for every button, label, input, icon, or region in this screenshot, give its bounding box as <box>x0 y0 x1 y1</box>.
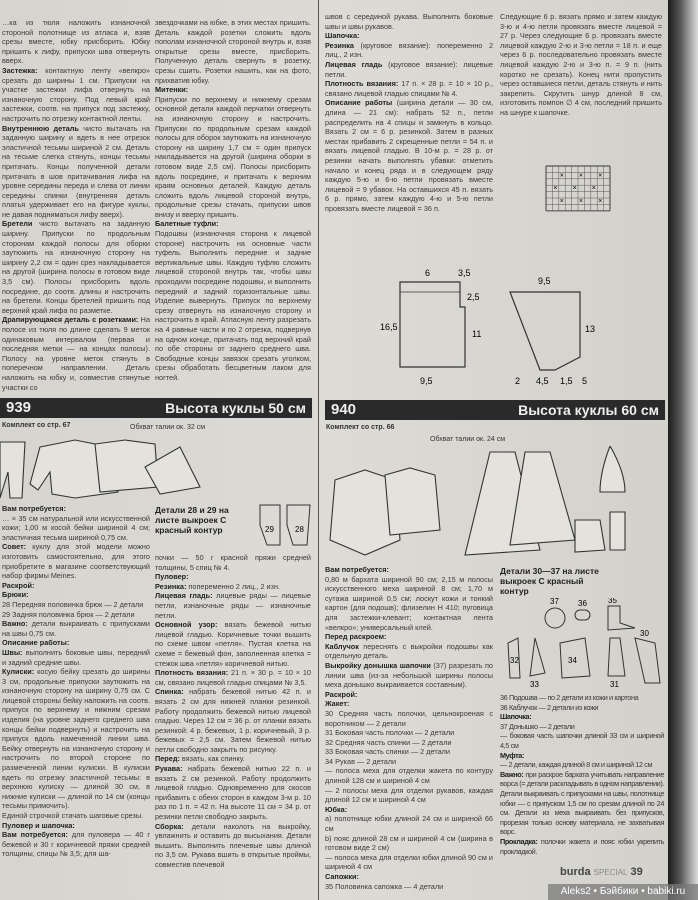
stitch-mark: × <box>559 172 564 180</box>
top-col-2 <box>155 18 311 383</box>
paragraph-text: … × 35 см натуральной или искусственной кожи; 1,00 м косой бейки шириной 4 см; эластичная тесьма шириной 0,75 см. <box>2 513 150 542</box>
paragraph <box>500 703 664 713</box>
paragraph <box>2 514 150 543</box>
paragraph <box>155 95 311 220</box>
paragraph <box>325 632 493 642</box>
paragraph-text: 0,80 м бархата шириной 90 см; 2,15 м полосы искусственного меха шириной 8 см; 1,70 м сутажа шириной 0,5 см; лоскут кожи и тонкий картон (для подошв); флизелин H 410; пуговица для застежки-клевант; контактная лента «велкро»; универсальный клей. <box>325 574 493 632</box>
stitch-mark: × <box>579 198 584 205</box>
paragraph-text: 21 п. × 30 р. = 10 × 10 см, связано лицевой гладью спицами № 3,5. <box>155 668 311 687</box>
piece-number: 28 <box>295 525 304 534</box>
paragraph <box>155 582 311 592</box>
paragraph <box>2 667 150 811</box>
paragraph-text: (37) разрезать по линии шва (из-за небольшой ширины полосы меха донышко выкраивается составным). <box>325 660 493 690</box>
dim-label: 3,5 <box>458 268 471 278</box>
hat-sketch <box>600 446 625 492</box>
paragraph-text: Подошвы (изнаночная сторона к лицевой стороне) настрочить на основные части туфель. Выполнить передние и задние вертикальные швы. Каждую туфлю сложить лицевой стороной внутрь так, чтобы швы проходили посредине подошвы, и выполнить передний и задний горизонтальные швы. Изделие вывернуть. Припуск по верхнему срезу отвернуть на изнаночную сторону и настрочить в край. Атласную ленту разрезать на 4 равные части и по 2 отрезка, подвернув на одном конце, притачать под верхний край по обе стороны от заднего среднего шва. Свободные концы завязок срезать уголком, срезы обработать бесцветным лаком для ногтей. <box>155 229 311 382</box>
pattern-sheet-note: Детали 28 и 29 на листе выкроек С красный контур <box>155 505 229 535</box>
embroidery-chart <box>545 165 611 215</box>
paragraph-text: (круговое вязание): попеременно 2 лиц., 2 изн. <box>325 40 493 60</box>
paragraph-text: Следующие 6 р. вязать прямо и затем каждую 3-ю и 4-ю петли провязать вместе лицевой = 27 р. Через следующие 6 р. провязать вместе лицевой каждую 2-ю и 3-ю петли = 18 п. и еще через 6 р. последовательно провязать вместе лицевой каждую 2-ю и 3-ю п. = 9 п. (нить коротко не срезать). Конец нити пропустить через оставшиеся петли, деталь стянуть и нить закрепить. Скрутить шнур длиной 8 см, изготовить помпон ∅ 4 см, последний пришить на шнуре к шапочке. <box>500 12 662 117</box>
kit-reference: Комплект со стр. 67 <box>2 422 71 429</box>
paragraph <box>500 770 664 837</box>
paragraph <box>325 79 493 98</box>
paragraph-heading: Совет: <box>2 542 27 552</box>
paragraph <box>325 853 493 872</box>
paragraph-text: 36 Каблучок — 2 детали из кожи <box>500 702 599 712</box>
paragraph-text: вязать бежевой нитью лицевой гладью. Коричневые точки вышить по схеме швом «петля». Пустая клетка на схеме = бежевый фон, заполненная клетка = стежок шва «петля» коричневой нитью. <box>155 620 311 668</box>
page-footer <box>560 866 643 879</box>
paragraph-text: для пуловера — 40 г бежевой и 30 г коричневой пряжи средней толщины, спицы № 3,5; для ша- <box>2 830 150 859</box>
paragraph-heading: Бретели <box>2 219 33 229</box>
paragraph <box>325 699 493 709</box>
hat-piece-right <box>510 292 580 370</box>
paragraph-heading: Плотность вязания: <box>325 79 399 89</box>
paragraph-heading: Швы: <box>2 647 23 657</box>
paragraph-text: 33 Боковая часть спинки — 2 детали <box>325 747 450 757</box>
paragraph-text: косую бейку срезать до ширины 3 см, продольные припуски заутюжить на изнаночную сторону на ширину 0,75 см. С лицевой стороны бейку наложить на соотв. припуск по верхнему и нижним срезам изделия (на уровне заднего среднего шва концы бейки подвернуть) и настрочить на припуск вдоль намеченной линии шва. Бейку отвернуть на изнаночную сторону и настрочить по второй стороне по размеченной линии кулиски. В кулиски вдеть по отрезку эластичной тесьмы: в верхнюю кулиску — длиной 30 см, в нижние кулиски — длиной по 14 см (концы тесьмы примочить). <box>2 667 150 811</box>
paragraph <box>2 18 150 66</box>
paragraph <box>2 542 150 580</box>
paragraph-text: 29 Задняя половинка брюк — 2 детали <box>2 609 135 619</box>
paragraph-text: переснять с выкройки подошвы как отдельную деталь. <box>325 641 493 661</box>
paragraph-heading: Описание работы: <box>2 638 70 648</box>
model-number: 939 <box>6 399 32 416</box>
paragraph-heading: Драпирующаяся деталь с розетками: <box>2 315 139 325</box>
paragraph-text: …ка из тюля наложить изнаночной стороной полотнище из атласа и, взяв срезы вместе, юбку присборить. Юбку пришить к лифу, припуски шва отвернуть вверх. <box>2 18 150 66</box>
top-col-4 <box>500 12 662 118</box>
stitch-mark: × <box>598 198 603 205</box>
paragraph <box>155 85 311 95</box>
paragraph <box>325 872 493 882</box>
paragraph <box>155 764 311 822</box>
page-edge-shadow <box>668 0 698 900</box>
paragraph <box>325 786 493 805</box>
paragraph-heading: Перед раскроем: <box>325 632 387 642</box>
paragraph-text: На полосе из тюля по длине сделать 9 меток одинаковым интервалом (первая и последняя метки — на концах полосы). Полосу на уровне меток стянуть в поперечном направлении. Деталь наложить на юбку и, совместив стянутые участки со <box>2 315 151 392</box>
paragraph <box>500 760 664 770</box>
kit-reference: Комплект со стр. 66 <box>326 424 395 431</box>
paragraph-heading: Муфта: <box>500 750 524 760</box>
piece-number: 34 <box>568 656 577 665</box>
s940-col-4 <box>500 693 664 856</box>
paragraph <box>325 834 493 853</box>
s939-col-2 <box>155 553 311 870</box>
paragraph-text: вязать, как спинку. <box>179 754 245 764</box>
waist-label: Обхват талии ок. 32 см <box>130 424 206 431</box>
boot-sketch <box>575 520 605 552</box>
watermark: Aleks2 • Бэйбики • babiki.ru <box>548 884 698 900</box>
paragraph-text: набрать бежевой нитью 22 п. и вязать 2 см резинкой. Работу продолжить лицевой гладью. Одновременно для скосов прибавить с обеих сторон в каждом 3-м р. 10 раз по 1 п. = 42 п. На высоте 11 см = 34 р. от резинки петли свободно закрыть. <box>155 764 311 822</box>
dim-label: 11 <box>472 329 482 339</box>
brand-logo: burda <box>560 866 591 878</box>
paragraph <box>155 687 311 754</box>
top-col-1 <box>2 18 150 392</box>
paragraph-heading: Раскрой: <box>325 689 358 699</box>
paragraph-heading: Выкройку донышка шапочки <box>325 660 431 670</box>
waist-label: Обхват талии ок. 24 см <box>430 436 506 443</box>
paragraph-text: контактную ленту «велкро» срезать до ширины 1 см. Припуски на участке застежки лифа отвернуть на изнаночную сторону. Под левый край застежки, соотв. на припуск под застежку, настрочить по отрезку контактной ленты. <box>2 65 150 123</box>
paragraph <box>155 822 311 870</box>
outfit-sketches-939 <box>0 432 310 502</box>
paragraph <box>2 600 150 610</box>
paragraph <box>2 619 150 638</box>
s939-col-1 <box>2 504 150 859</box>
paragraph-heading: Вам потребуется: <box>2 504 66 513</box>
paragraph-text: чисто вытачать на заданную ширину. Припуски по продольным сторонам каждой полосы для оборки заутюжить на изнаночную сторону на ширину 2,2 см = один срез накладывается на другой (ширина полосы в готовом виде 3,5 см). Полосы присборить вдоль посредине, до соотв. длины и настрочить на бретели. Концы бретелей пришить под верхний край лифа по разметке. <box>2 219 150 315</box>
paragraph-heading: Кулиски: <box>2 667 35 677</box>
paragraph <box>325 60 493 79</box>
paragraph-heading: Основной узор: <box>155 620 218 630</box>
paragraph-text: — полоса меха для отделки юбки длиной 90 см и шириной 4 см <box>325 852 493 872</box>
paragraph-heading: Внутреннюю деталь <box>2 123 79 133</box>
paragraph <box>2 590 150 600</box>
paragraph <box>325 661 493 690</box>
page-number: 39 <box>630 866 643 878</box>
stitch-mark: × <box>559 198 564 205</box>
dim-label: 2,5 <box>467 292 480 302</box>
skirt-back-sketch <box>510 452 575 545</box>
piece-number: 35 <box>608 598 617 605</box>
paragraph-text: набрать бежевой нитью 42 п. и вязать 2 см для нижней планки резинкой. Работу продолжить бежевой нитью лицевой гладью. Через 12 см = 36 р. от планки вязать резинкой: 4 р. бежевых, 1 р. коричневый, 3 р. бежевых = 2,5 см. Затем бежевой нитью петли свободно закрыть по рисунку. <box>155 687 311 754</box>
section-939-header <box>0 398 312 418</box>
boot-sketch <box>610 512 625 550</box>
section-940-header <box>325 400 665 420</box>
paragraph-text: детали выкраивать с припусками на швы 0,75 см. <box>2 619 150 638</box>
paragraph-text: куклу для этой модели можно изготовить самостоятельно, для этого приобретите в магазине соответствующий набор фирмы Meines. <box>2 542 150 581</box>
paragraph-heading: Спинка: <box>155 687 184 697</box>
paragraph-text: — полоса меха для отделки жакета по контуру длиной 128 см и шириной 4 см <box>325 766 493 786</box>
paragraph <box>500 837 664 856</box>
paragraph-heading: Лицевая гладь: <box>155 591 213 601</box>
paragraph <box>325 766 493 785</box>
dim-label: 1,5 <box>560 376 573 386</box>
section-title: Высота куклы 60 см <box>518 402 659 418</box>
paragraph-text: — 2 полосы меха для отделки рукавов, каждая длиной 12 см и шириной 4 см <box>325 785 493 805</box>
paragraph-text: 30 Средняя часть полочки, цельнокроеная с воротником — 2 детали <box>325 708 493 728</box>
brand-subtitle: SPECIAL <box>593 868 628 877</box>
paragraph-heading: Плотность вязания: <box>155 668 229 678</box>
paragraph-heading: Описание работы <box>325 98 393 108</box>
top-col-3 <box>325 12 493 213</box>
paragraph <box>325 738 493 748</box>
paragraph <box>2 219 150 315</box>
paragraph-text: чисто вытачать на заданную ширину и вдеть в нее отрезок эластичной тесьмы шириной 2 см. Деталь на тесьме слегка стянуть, концы тесьмы притачать. Концы полученной детали притачать в шов притачивания лифа на уровне середины переда и слева от линии середины спинки (внутренняя деталь платья удерживает его на фигуре куклы, не давая подниматься лифу вверх). <box>2 123 150 219</box>
paragraph <box>155 591 311 620</box>
paragraph-heading: Вам потребуется: <box>325 565 389 574</box>
piece-number: 36 <box>578 599 587 608</box>
paragraph <box>2 581 150 591</box>
paragraph-text: почки — 50 г красной пряжи средней толщины, 5 спиц № 4. <box>155 553 311 572</box>
paragraph <box>500 722 664 732</box>
paragraph <box>500 731 664 750</box>
paragraph <box>2 830 150 859</box>
paragraph <box>155 229 311 383</box>
paragraph-heading: Важно: <box>500 769 524 779</box>
paragraph-text: лицевые ряды — лицевые петли, изнаночные ряды — изнаночные петли. <box>155 591 311 620</box>
dim-label: 6 <box>425 268 431 278</box>
column-divider <box>318 0 319 900</box>
paragraph <box>155 754 311 764</box>
dim-label: 5 <box>582 376 588 386</box>
dim-label: 2 <box>515 376 521 386</box>
paragraph-text: выполнить боковые швы, передний и задний средние швы. <box>2 647 150 667</box>
pattern-pieces-28-29 <box>255 500 315 550</box>
piece-number: 32 <box>510 656 519 665</box>
paragraph-heading: Пуловер: <box>155 572 189 582</box>
paragraph <box>325 709 493 728</box>
stitch-mark: × <box>553 185 558 193</box>
paragraph-text: полочки жакета и пояс юбки укрепить прокладкой. <box>500 836 664 856</box>
paragraph-heading: Прокладка: <box>500 836 538 846</box>
model-number: 940 <box>331 401 357 418</box>
paragraph <box>2 811 150 821</box>
paragraph <box>325 747 493 757</box>
paragraph-heading: Сапожки: <box>325 872 359 881</box>
paragraph-text: попеременно 2 лиц., 2 изн. <box>186 581 281 591</box>
paragraph-text: 17 п. × 28 р. = 10 × 10 р., связано лицевой гладью спицами № 4. <box>325 79 493 98</box>
paragraph <box>325 575 493 633</box>
paragraph <box>2 648 150 667</box>
stitch-mark: × <box>591 185 596 193</box>
paragraph <box>500 12 662 118</box>
hat-piece-left <box>400 282 465 367</box>
paragraph <box>325 31 493 41</box>
paragraph-text: 35 Половинка сапожка — 4 детали <box>325 881 444 891</box>
paragraph <box>500 751 664 761</box>
paragraph <box>325 565 493 575</box>
paragraph-text: (ширина детали — 30 см, длина — 21 см): набрать 52 п., петли распределить на 4 спицы и замкнуть в кольцо. Вязать 2 см = 6 р. резинкой. Затем в разных местах прибавить 2 скрещенные петли = 54 п. и вязать лицевой гладью. В 10-м р. = 28 р. от резинки начать выполнять убавки: отметить начало и конец ряда и в следующем ряду каждую 5-ю и 6-ю петли провязать вместе лицевой = 9 убавок. На оставшихся 45 п. вязать 6 р. прямо, затем каждую 4-ю и 5-ю петли провязать вместе лицевой = 36 п. <box>325 98 493 213</box>
paragraph-text: при раскрое бархата учитывать направление ворса (= детали раскладывать в одном направлении). Детали выкраивать с припусками на швы, полотнище юбки — с припуском 1,5 см по срезам длиной по 24 см. Детали из меха выкраивать без припусков, прорезая только основу материала, не захватывая ворс. <box>500 769 664 837</box>
paragraph-heading: Каблучок <box>325 641 359 651</box>
paragraph <box>500 693 664 703</box>
paragraph-text: Единой строчкой стачать шаговые срезы. <box>2 811 144 820</box>
dim-label: 13 <box>585 324 596 334</box>
paragraph-heading: Митенки: <box>155 85 189 95</box>
paragraph-text: детали наколоть на выкройку, увлажнить и оставить до высыхания. Детали вышить. Выполнить плечевые швы длиной по 3,5 см. Рукава вшить в открытые проймы, совместив плечевой <box>155 821 311 869</box>
dim-label: 16,5 <box>380 322 398 332</box>
paragraph-text: Припуски по верхнему и нижнему срезам основной детали каждой перчатки отвернуть на изнаночную сторону и настрочить. Припуски по продольным срезам каждой полосы для оборок заутюжить на изнаночную сторону на ширину 1,7 см = один припуск накладывается на другой (ширина оборки в готовом виде 2,5 см). Полосы присборить вдоль посредине, и притачать к верхним краям основных деталей. Каждую деталь сложить вдоль лицевой стороной внутрь, продольные срезы стачать, припуски швов внизу и вверху пришить. <box>155 94 311 219</box>
paragraph-text: b) пояс длиной 28 см и шириной 4 см (ширина в готовом виде 2 см) <box>325 833 493 853</box>
paragraph-heading: Пуловер и шапочка: <box>2 820 75 830</box>
paragraph <box>155 18 311 85</box>
paragraph <box>500 712 664 722</box>
paragraph-text: 34 Рукав — 2 детали <box>325 756 397 766</box>
paragraph <box>2 638 150 648</box>
paragraph-text: — 2 детали, каждая длиной 8 см и шириной 12 см <box>500 760 653 770</box>
paragraph <box>155 572 311 582</box>
paragraph <box>2 66 150 124</box>
paragraph <box>155 620 311 668</box>
paragraph-heading: Резинка: <box>155 581 187 591</box>
paragraph-text: 31 Боковая часть полочки — 2 детали <box>325 728 455 738</box>
piece-number: 29 <box>265 525 274 534</box>
paragraph <box>325 690 493 700</box>
paragraph-heading: Перед: <box>155 754 180 764</box>
paragraph <box>325 12 493 31</box>
paragraph-heading: Раскрой: <box>2 580 35 590</box>
dim-label: 9,5 <box>420 376 433 386</box>
paragraph-heading: Шапочка: <box>325 31 360 41</box>
paragraph-heading: Рукава: <box>155 764 183 774</box>
outfit-sketches-940 <box>325 446 670 562</box>
piece-number: 33 <box>530 680 539 689</box>
paragraph <box>2 610 150 620</box>
paragraph-text: звездочками на юбке, в этих местах пришить. Деталь каждой розетки сложить вдоль пополам изнаночной стороной внутрь и, взяв открытые срезы вместе, присборить. Полученную деталь свернуть в розетку, срезы сшить. Розетки нашить, как на фото, прихватив юбку. <box>155 18 311 85</box>
paragraph <box>325 805 493 815</box>
paragraph <box>155 219 311 229</box>
paragraph-text: 36 Подошва — по 2 детали из кожи и картона <box>500 693 639 702</box>
paragraph-text: 28 Передняя половинка брюк — 2 детали <box>2 599 144 609</box>
paragraph <box>325 98 493 213</box>
paragraph-heading: Сборка: <box>155 821 184 831</box>
section-title: Высота куклы 50 см <box>165 400 306 416</box>
paragraph-text: (круговое вязание): лицевые петли. <box>325 59 493 79</box>
stitch-mark: × <box>579 172 584 180</box>
paragraph <box>325 882 493 892</box>
stitch-mark: × <box>572 185 577 193</box>
dim-label: 9,5 <box>538 276 551 286</box>
s940-col-3 <box>325 565 493 891</box>
hat-pattern-diagram <box>380 262 610 396</box>
paragraph-text: a) полотнище юбки длиной 24 см и шириной 66 см <box>325 814 493 834</box>
paragraph-heading: Вам потребуется: <box>2 830 68 840</box>
stitch-mark: × <box>598 172 603 180</box>
dim-label: 4,5 <box>536 376 549 386</box>
paragraph-heading: Жакет: <box>325 699 350 709</box>
paragraph-heading: Балетные туфли: <box>155 219 219 229</box>
piece-number: 30 <box>640 629 649 638</box>
paragraph <box>325 728 493 738</box>
jacket-back-sketch <box>385 468 440 535</box>
paragraph <box>2 504 150 514</box>
pattern-sheet-note: Детали 30—37 на листе выкроек С красный контур <box>500 566 599 596</box>
piece-number: 31 <box>610 680 619 689</box>
paragraph <box>2 124 150 220</box>
paragraph <box>325 642 493 661</box>
paragraph <box>325 814 493 833</box>
pattern-pieces-30-37 <box>500 598 665 690</box>
paragraph <box>2 315 150 392</box>
paragraph-heading: Шапочка: <box>500 712 532 722</box>
paragraph-text: швов с серединой рукава. Выполнить боковые швы и швы рукавов. <box>325 12 493 31</box>
paragraph-text: — боковая часть шапочки длиной 33 см и шириной 4,5 см <box>500 731 664 750</box>
paragraph <box>325 41 493 60</box>
paragraph-heading: Юбка: <box>325 804 348 814</box>
paragraph <box>325 757 493 767</box>
paragraph <box>155 553 311 572</box>
paragraph-text: 32 Средняя часть спинки — 2 детали <box>325 737 452 747</box>
trousers-sketch <box>0 442 25 498</box>
paragraph <box>2 821 150 831</box>
paragraph-heading: Лицевая гладь <box>325 59 383 69</box>
paragraph <box>155 668 311 687</box>
paragraph-heading: Резинка <box>325 40 354 50</box>
paragraph-heading: Важно: <box>2 619 28 629</box>
paragraph-text: 37 Донышко — 2 детали <box>500 721 575 731</box>
paragraph-heading: Брюки: <box>2 590 29 600</box>
piece-number: 37 <box>550 598 559 606</box>
paragraph-heading: Застежка: <box>2 65 38 75</box>
